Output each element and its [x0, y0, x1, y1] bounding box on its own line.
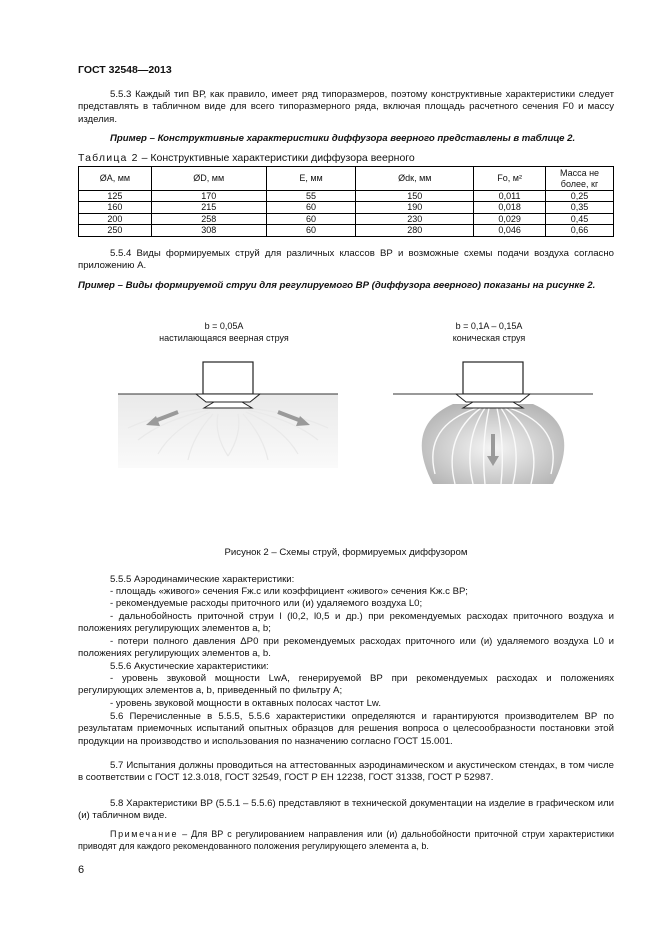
table-cell: 150	[356, 191, 474, 202]
figure-caption: Рисунок 2 – Схемы струй, формируемых диффузором	[224, 547, 468, 558]
paragraph-5-8: 5.8 Характеристики ВР (5.5.1 – 5.5.6) представляют в технической документации на изделие в графическом или (и) табличном виде.	[78, 798, 614, 822]
table-cell: 230	[356, 213, 474, 224]
table-cell: 160	[79, 202, 152, 213]
list-item: - потери полного давления ΔР0 при рекомендуемых расходах приточного или (и) удаляемого воздуха L0 и положениях регулирующих элементов a, b.	[78, 636, 614, 660]
right-jet-b-value: b = 0,1A – 0,15A	[455, 321, 523, 331]
table-cell: 308	[151, 225, 266, 236]
table-row	[79, 225, 614, 236]
paragraph-5-5-3: 5.5.3 Каждый тип ВР, как правило, имеет ряд типоразмеров, поэтому конструктивные характеристики следует представлять в табличном виде для всего типоразмерного ряда, включая площадь расчетного сечения F0 и массу изделия.	[78, 89, 614, 125]
document-header: ГОСТ 32548—2013	[78, 64, 172, 76]
table-cell: 0,25	[546, 191, 614, 202]
table-row	[79, 213, 614, 224]
list-item: - дальнобойность приточной струи l (l0,2, l0,5 и др.) при рекомендуемых расходах приточного воздуха и положениях регулирующих элементов a, b;	[78, 611, 614, 635]
list-item: - площадь «живого» сечения Fж.с или коэффициент «живого» сечения Kж.с ВР;	[110, 586, 468, 597]
table-row	[79, 202, 614, 213]
note-label: Примечание	[110, 829, 179, 839]
right-jet-type: коническая струя	[452, 332, 526, 343]
table-cell: 55	[266, 191, 356, 202]
paragraph-5-5-6: 5.5.6 Акустические характеристики:	[110, 661, 269, 672]
duct-box	[463, 362, 523, 394]
table-header-row	[79, 167, 614, 191]
table-header-cell: Fо, м²	[474, 167, 546, 191]
table-cell: 60	[266, 225, 356, 236]
right-jet-label	[389, 321, 589, 344]
left-jet-label	[124, 321, 324, 344]
paragraph-5-5-5: 5.5.5 Аэродинамические характеристики:	[110, 574, 295, 585]
paragraph-5-7: 5.7 Испытания должны проводиться на аттестованных аэродинамическом и акустическом стендах, в том числе в соответствии с ГОСТ 12.3.018, ГОСТ 32549, ГОСТ Р ЕН 12238, ГОСТ 31338, ГОСТ Р 52987.	[78, 760, 614, 784]
table-header-cell: Масса не более, кг	[546, 167, 614, 191]
table-cell: 250	[79, 225, 152, 236]
table-cell: 280	[356, 225, 474, 236]
page-number: 6	[78, 864, 85, 876]
note-text: – Для ВР с регулированием направления или (и) дальнобойности приточной струи характеристики приводят для каждого рекомендованного положения регулирующего элемента a, b.	[78, 829, 614, 852]
table-cell: 0,018	[474, 202, 546, 213]
table-2	[78, 166, 614, 237]
paragraph-5-6: 5.6 Перечисленные в 5.5.5, 5.5.6 характеристики определяются и гарантируются производителем ВР по результатам приемочных испытаний опытных образцов для решения вопроса о целесообразности постановки этой продукции на производство и использования по назначению согласно ГОСТ 15.001.	[78, 711, 614, 747]
note	[78, 828, 614, 853]
table-cell: 200	[79, 213, 152, 224]
conical-jet-diagram	[393, 356, 593, 488]
table-row	[79, 191, 614, 202]
table-cell: 0,011	[474, 191, 546, 202]
left-jet-b-value: b = 0,05A	[204, 321, 244, 331]
table-cell: 60	[266, 202, 356, 213]
paragraph-5-5-4: 5.5.4 Виды формируемых струй для различных классов ВР и возможные схемы подачи воздуха согласно приложению А.	[78, 248, 614, 272]
table-caption-text: – Конструктивные характеристики диффузора веерного	[138, 152, 415, 164]
table-cell: 0,029	[474, 213, 546, 224]
table-caption	[78, 152, 415, 164]
list-item: - уровень звуковой мощности LwA, генерируемой ВР при рекомендуемых расходах и положениях регулирующих элементов a, b, приведенный по фильтру А;	[78, 673, 614, 697]
table-cell: 190	[356, 202, 474, 213]
duct-box	[203, 362, 253, 394]
table-cell: 125	[79, 191, 152, 202]
table-header-cell: ØA, мм	[79, 167, 152, 191]
table-header-cell: E, мм	[266, 167, 356, 191]
list-item: - уровень звуковой мощности в октавных полосах частот Lw.	[110, 698, 381, 709]
table-cell: 0,45	[546, 213, 614, 224]
table-cell: 0,66	[546, 225, 614, 236]
table-cell: 0,046	[474, 225, 546, 236]
left-jet-type: настилающаяся веерная струя	[159, 332, 289, 343]
example-table-2: Пример – Конструктивные характеристики диффузора веерного представлены в таблице 2.	[110, 133, 576, 144]
list-item: - рекомендуемые расходы приточного или (и) удаляемого воздуха L0;	[110, 598, 423, 609]
fan-jet-diagram	[118, 356, 338, 468]
table-caption-label: Таблица 2	[78, 152, 139, 164]
table-header-cell: ØD, мм	[151, 167, 266, 191]
table-header-cell: Ødк, мм	[356, 167, 474, 191]
table-cell: 60	[266, 213, 356, 224]
table-cell: 170	[151, 191, 266, 202]
table-cell: 258	[151, 213, 266, 224]
example-figure-2: Пример – Виды формируемой струи для регулируемого ВР (диффузора веерного) показаны на рисунке 2.	[78, 280, 596, 291]
table-cell: 215	[151, 202, 266, 213]
table-cell: 0,35	[546, 202, 614, 213]
